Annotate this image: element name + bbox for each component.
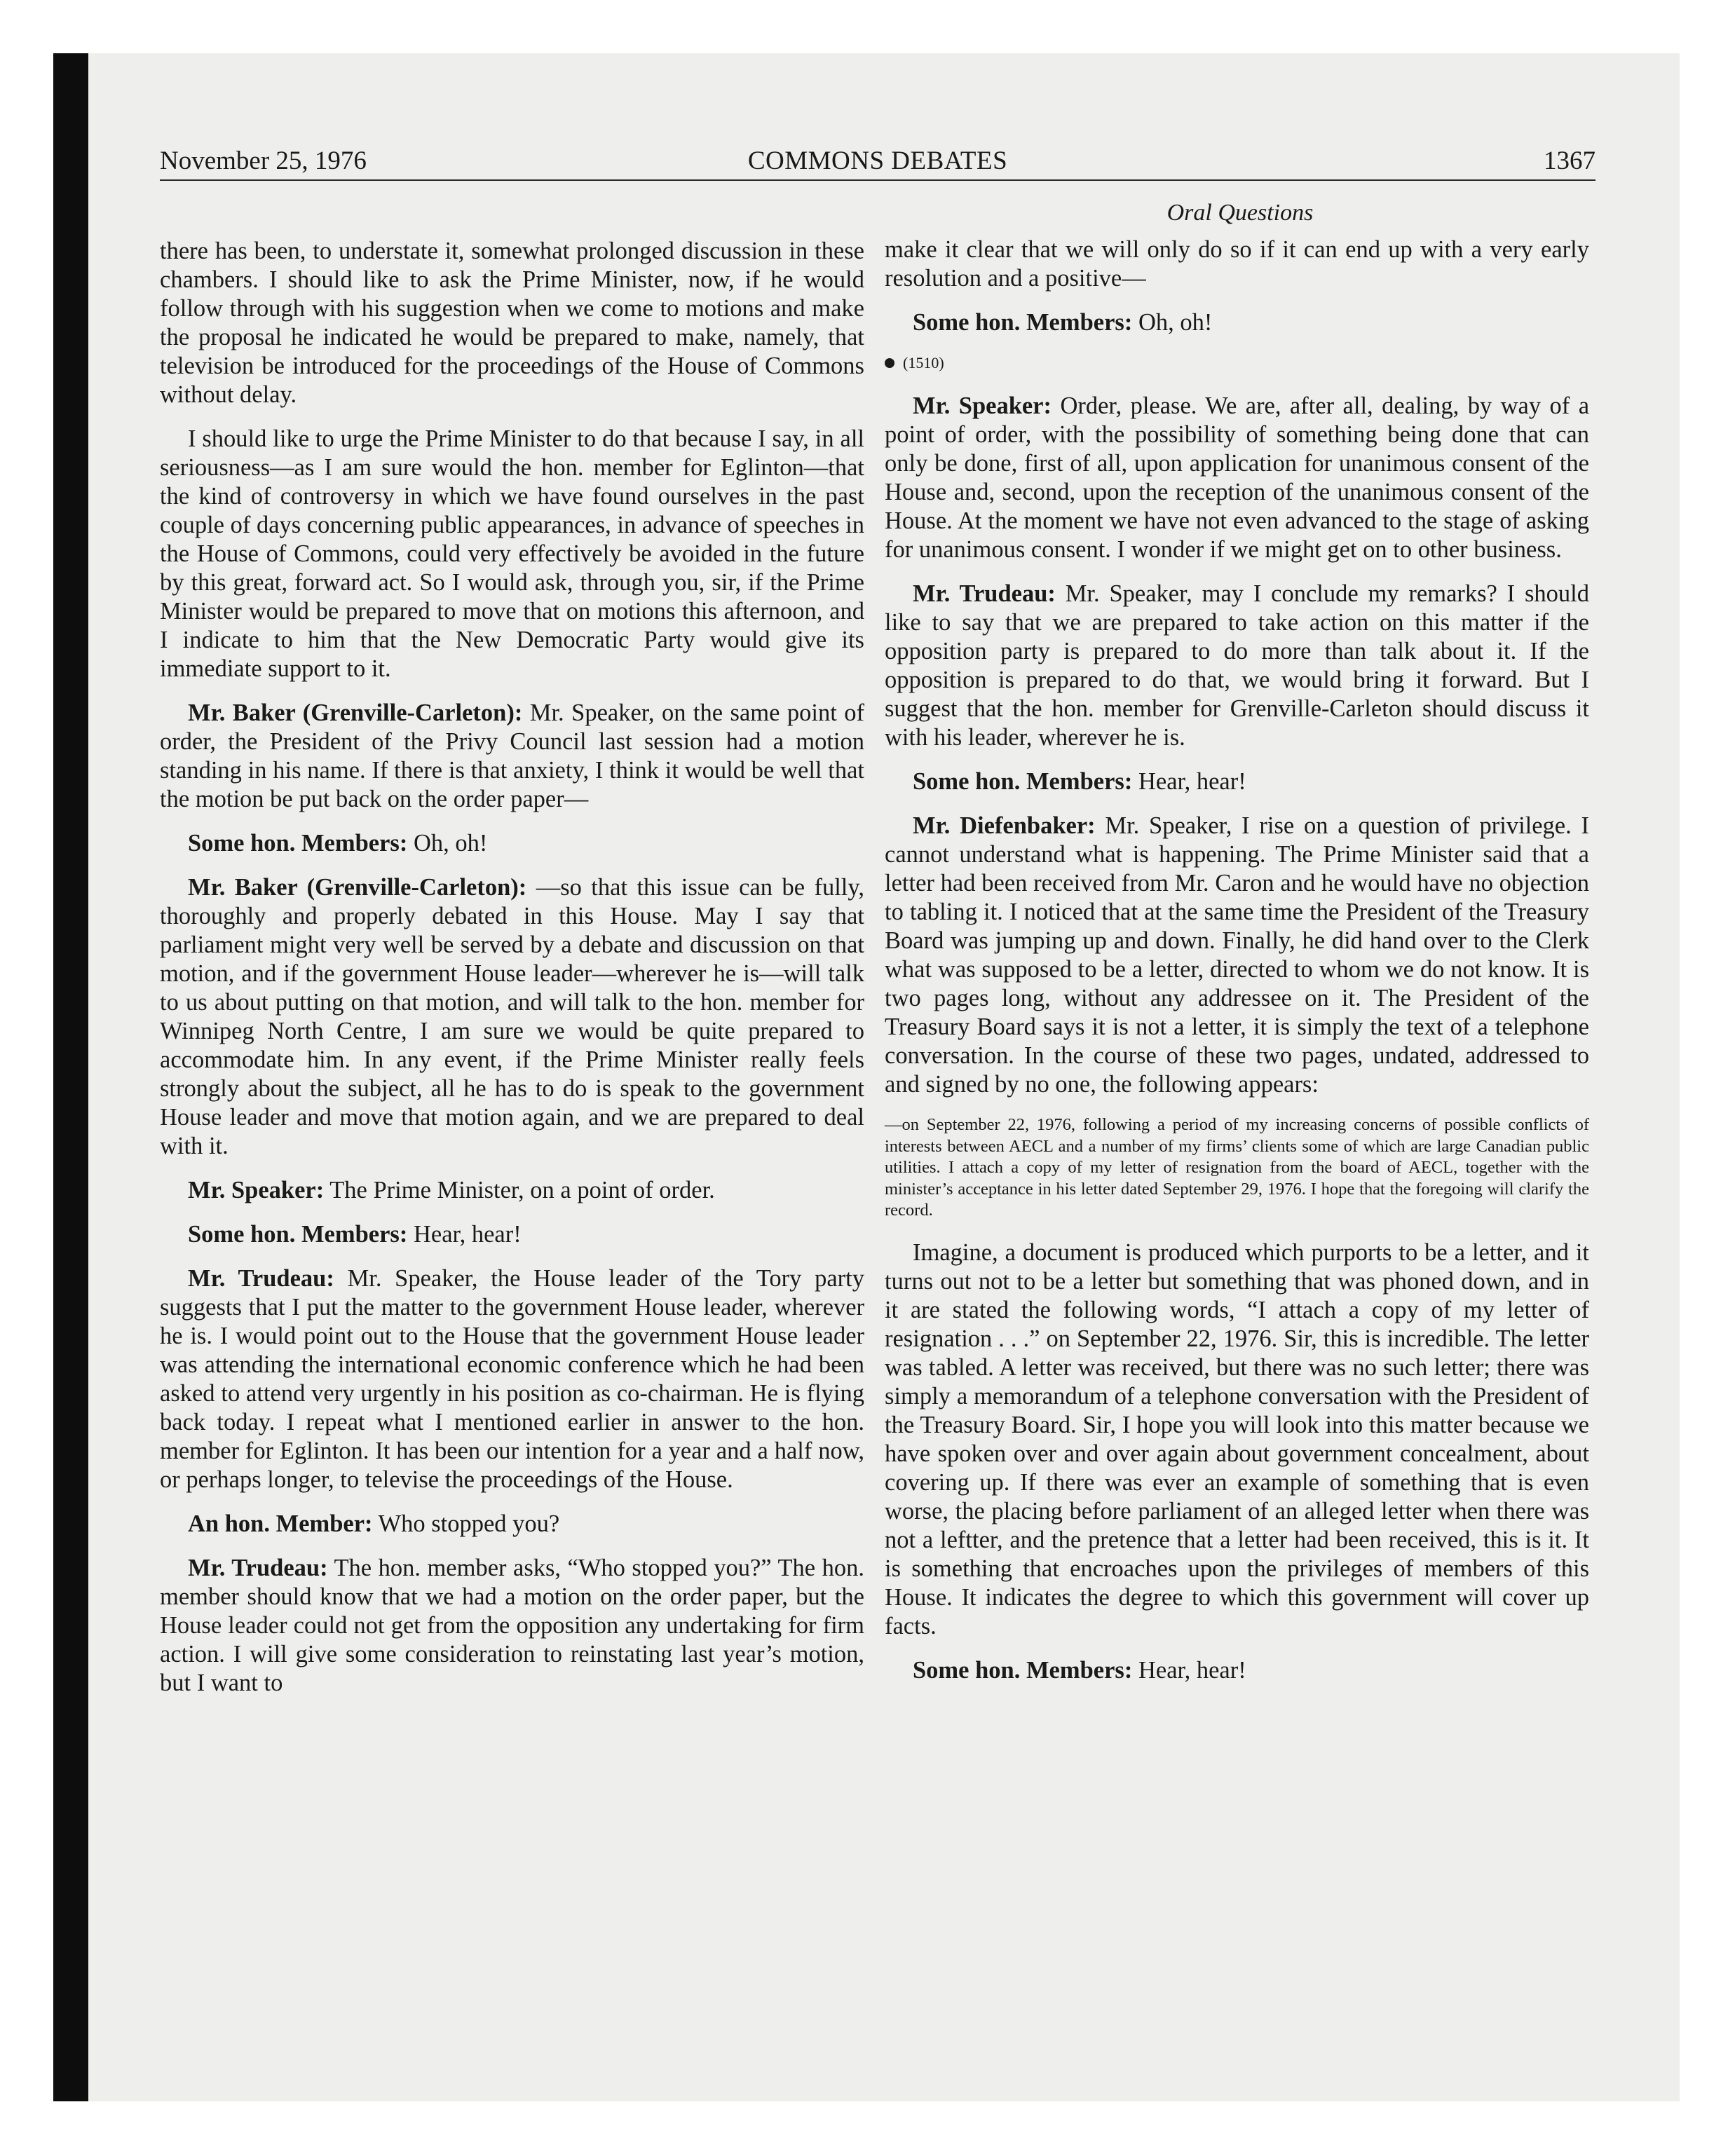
- speaker-name: Mr. Trudeau:: [913, 580, 1056, 607]
- binding-edge: [53, 53, 88, 2101]
- speaker-name: Some hon. Members:: [913, 1656, 1133, 1684]
- speaker-name: Some hon. Members:: [913, 309, 1133, 336]
- speech: [160, 1510, 864, 1538]
- speech-text: Mr. Speaker, I rise on a question of privilege. I cannot understand what is happening. The Prime Minister said that a letter had been received from Mr. Caron and he would have no objection to tabling it. I noticed that at the same time the President of the Treasury Board was jumping up and down. Finally, he did hand over to the Clerk what was supposed to be a letter, directed to whom we do not know. It is two pages long, without any addressee on it. The President of the Treasury Board says it is not a letter, it is simply the text of a telephone conversation. In the course of these two pages, undated, addressed to and signed by no one, the following appears:: [885, 812, 1589, 1098]
- speech-text: Mr. Speaker, on the same point of order, the President of the Privy Council last session had a motion standing in his name. If there is that anxiety, I think it would be well that the motion be put back on the order paper—: [160, 700, 864, 812]
- section-heading: Oral Questions: [1166, 200, 1314, 226]
- speech: [160, 829, 864, 858]
- bullet-icon: [885, 358, 894, 368]
- speech: [885, 392, 1589, 564]
- speech-text: Mr. Speaker, the House leader of the Tory party suggests that I put the matter to the government House leader, wherever he is. I would point out to the House that the government House leader was attending the international economic conference which he had been asked to attend very urgently in his position as co-chairman. He is flying back today. I repeat what I mentioned earlier in answer to the hon. member for Eglinton. It has been our intention for a year and a half now, or perhaps longer, to televise the proceedings of the House.: [160, 1265, 864, 1493]
- right-column: [885, 236, 1589, 1700]
- speech: [160, 1264, 864, 1494]
- speech-text: —so that this issue can be fully, thoroughly and properly debated in this House. May I say that parliament might very well be served by a debate and discussion on that motion, and if the government House leader—wherever he is—will talk to us about putting on that motion, and will talk to the hon. member for Winnipeg North Centre, I am sure we would be quite prepared to accommodate him. In any event, if the Prime Minister really feels strongly about the subject, all he has to do is speak to the government House leader and move that motion again, and we are prepared to deal with it.: [160, 874, 864, 1159]
- speech: [160, 873, 864, 1161]
- paragraph: [885, 1239, 1589, 1641]
- speaker-name: Some hon. Members:: [188, 830, 408, 857]
- paragraph-text: I should like to urge the Prime Minister to do that because I say, in all seriousness—as I am sure would the hon. member for Eglinton—that the kind of controversy in which we have found ourselves in the past couple of days concerning public appearances, in advance of speeches in the House of Commons, could very effectively be avoided in the future by this great, forward act. So I would ask, through you, sir, if the Prime Minister would be prepared to move that on motions this afternoon, and I indicate to him that the New Democratic Party would give its immediate support to it.: [160, 425, 864, 682]
- speech: [885, 767, 1589, 796]
- speech: [160, 1554, 864, 1698]
- speech-text: Hear, hear!: [1138, 768, 1246, 795]
- speaker-name: Mr. Speaker:: [913, 393, 1052, 419]
- header-date: November 25, 1976: [160, 146, 367, 175]
- paragraph-text: Imagine, a document is produced which purports to be a letter, and it turns out not to be a letter but something that was phoned down, and in it are stated the following words, “I attach a copy of my letter of resignation . . .” on September 22, 1976. Sir, this is incredible. The letter was tabled. A letter was received, but there was no such letter; there was simply a memorandum of a telephone conversation with the President of the Treasury Board. Sir, I hope you will look into this matter because we have spoken over and over again about government concealment, about covering up. If there was ever an example of something that is even worse, the placing before parliament of an alleged letter when there was not a leftter, and the pretence that a letter had been received, this is it. It is something that encroaches upon the privileges of members of this House. It indicates the degree to which this government will cover up facts.: [885, 1239, 1589, 1639]
- speech: [885, 1656, 1589, 1685]
- speech-text: Hear, hear!: [1138, 1656, 1246, 1684]
- paragraph: [885, 236, 1589, 293]
- left-column: [160, 237, 864, 1713]
- speech-text: Hear, hear!: [413, 1221, 522, 1248]
- speech-text: Oh, oh!: [1138, 309, 1213, 336]
- speaker-name: Some hon. Members:: [188, 1221, 408, 1248]
- running-header: [160, 143, 1595, 181]
- speech: [160, 699, 864, 814]
- block-quotation: —on September 22, 1976, following a period of my increasing concerns of possible conflicts of interests between AECL and a number of my firms’ clients some of which are large Canadian public utilities. I attach a copy of my letter of resignation from the board of AECL, together with the minister’s acceptance in his letter dated September 29, 1976. I hope that the foregoing will clarify the record.: [885, 1115, 1589, 1220]
- paragraph: [160, 237, 864, 409]
- speaker-name: Mr. Diefenbaker:: [913, 812, 1096, 839]
- speaker-name: Mr. Trudeau:: [188, 1555, 328, 1581]
- speech-text: The Prime Minister, on a point of order.: [329, 1177, 715, 1203]
- speech-text: Oh, oh!: [413, 830, 488, 857]
- speaker-name: Some hon. Members:: [913, 768, 1133, 795]
- speech: [160, 1176, 864, 1205]
- speech: [885, 812, 1589, 1099]
- header-title: COMMONS DEBATES: [747, 146, 1008, 175]
- time-marker: [885, 353, 1589, 374]
- paragraph-text: make it clear that we will only do so if it can end up with a very early resolution and a positive—: [885, 236, 1589, 292]
- speech-text: Mr. Speaker, may I conclude my remarks? I should like to say that we are prepared to take action on this matter if the opposition party is prepared to do more than talk about it. If the opposition is prepared to do that, we would bring it forward. But I suggest that the hon. member for Grenville-Carleton should discuss it with his leader, wherever he is.: [885, 580, 1590, 751]
- speaker-name: Mr. Speaker:: [188, 1177, 325, 1203]
- header-page-number: 1367: [1544, 146, 1595, 175]
- speech-text: Order, please. We are, after all, dealing, by way of a point of order, with the possibility of something being done that can only be done, first of all, upon application for unanimous consent of the House and, second, upon the reception of the unanimous consent of the House. At the moment we have not even advanced to the stage of asking for unanimous consent. I wonder if we might get on to other business.: [885, 393, 1590, 563]
- speech-text: The hon. member asks, “Who stopped you?” The hon. member should know that we had a motion on the order paper, but the House leader could not get from the opposition any undertaking for firm action. I will give some consideration to reinstating last year’s motion, but I want to: [160, 1555, 864, 1696]
- speech: [160, 1220, 864, 1249]
- time-marker-text: (1510): [903, 354, 944, 371]
- speech: [885, 580, 1589, 752]
- speech-text: Who stopped you?: [378, 1510, 560, 1537]
- paragraph: [160, 425, 864, 683]
- paragraph-text: there has been, to understate it, somewhat prolonged discussion in these chambers. I should like to ask the Prime Minister, now, if he would follow through with his suggestion when we come to motions and make the proposal he indicated he would be prepared to make, namely, that television be introduced for the proceedings of the House of Commons without delay.: [160, 238, 864, 408]
- speaker-name: Mr. Baker (Grenville-Carleton):: [188, 874, 527, 901]
- speech: [885, 308, 1589, 337]
- speaker-name: Mr. Trudeau:: [188, 1265, 334, 1292]
- speaker-name: An hon. Member:: [188, 1510, 373, 1537]
- speaker-name: Mr. Baker (Grenville-Carleton):: [188, 700, 523, 726]
